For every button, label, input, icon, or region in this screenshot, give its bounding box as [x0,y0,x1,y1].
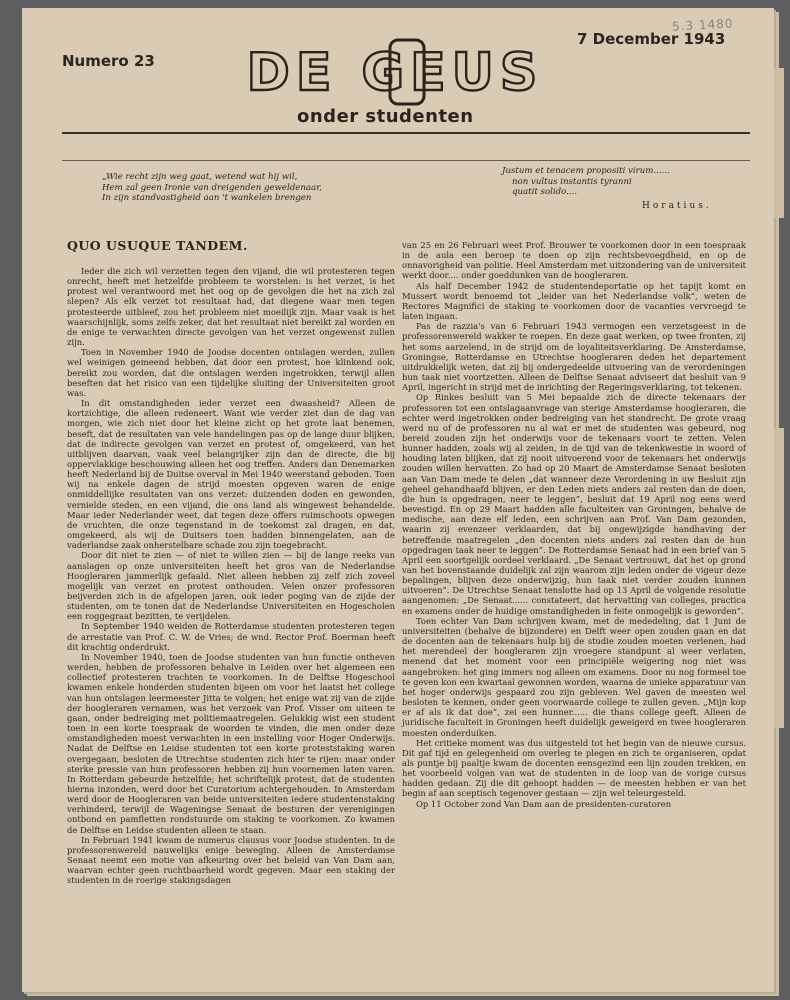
article-column-left [67,266,395,886]
epigraph-line: Hem zal geen Ironie van dreigenden geweldenaar, [102,182,323,193]
epigraph-right [502,166,702,198]
paragraph: In dit omstandigheden ieder verzet een dwaasheid? Alleen de kortzichtige, die alleen redeneert. Want wie verder ziet dan de dag van morgen, wie zich niet door het kleine zicht op het grote laat benemen, beseft, dat de resultaten van vele handelingen pas op de lange duur blijken, dat de indirecte gevolgen van verzet en protest of, omgekeerd, van het uitblijven daarvan, vaak veel belangrijker zijn dan de directe, die bij oppervlakkige beschouwing alleen het oog treffen. Anders dan Denemarken heeft Nederland bij de Duitse overval in Mei 1940 weerstand geboden. Toen wij na enkele dagen de strijd moesten opgeven waren de enige onmiddellijke resultaten van ons verzet: duizenden doden en gewonden, vernielde steden, en een vijand, die ons land als wingewest behandelde. Maar ieder Nederlander weet, dat tegen deze offers ruimschoots opwegen de vruchten, die onze tegenstand in de toekomst zal dragen, en dat, omgekeerd, als wij de Duitsers toen hadden binnengelaten, aan de vaderlandse zaak onherstelbare schade zou zijn toegebracht. [67,398,395,551]
epigraph-line: Justum et tenacem propositi virum...... [502,166,670,176]
issue-date: 7 December 1943 [577,30,726,48]
article-title: QUO USUQUE TANDEM. [67,238,248,253]
paragraph: In November 1940, toen de Joodse studenten van hun functie ontheven werden, hebben de professoren behalve in Leiden over het algemeen een collectief protesteren trachten te voorkomen. In de Delftse Hogeschool kwamen enkele honderden studenten bijeen om voor het laatst het college van hun ontslagen leermeester Jitta te volgen; het enige wat zij van de zijde der hoogleraren vernamen, was het verzoek van Prof. Visser om uiteen te gaan, onder bedreiging met politiemaatregelen. Gelukkig wist een student toen in een korte toespraak de woorden te vinden, die men onder deze omstandigheden moest verwachten in een instelling voor Hoger Onderwijs. Nadat de Delftse en Leidse studenten tot een korte proteststaking waren overgegaan, besloten de Utrechtse studenten zich hier te rijen: maar onder sterke pressie van hun professoren hebben zij hun voornemen laten varen. In Rotterdam gebeurde hetzelfde; het schriftelijk protest, dat de studenten hierna inzonden, werd door het Curatorium achtergehouden. In Amsterdam werd door de Hoogleraren van beide universiteiten iedere studentenstaking verhinderd, terwijl de Wageningse Senaat de besturen der verenigingen ontbond en pamfletten rondstuurde om staking te voorkomen. Zo kwamen de Delftse en Leidse studenten alleen te staan. [67,651,395,835]
newspaper-page [22,8,774,992]
paragraph: Het critieke moment was dus uitgesteld tot het begin van de nieuwe cursus. Dit gaf tijd en gelegenheid om overleg te plegen en zich te organiseren, opdat als puntje bij paaltje kwam de docenten eensgezind een lijn zouden trekken, en het voorbeeld volgen van wat de studenten in de loop van de vorige cursus hadden gedaan. Zij die dit gehoopt hadden — de meesten hebben er van het begin af aan sceptisch tegenover gestaan — zijn wel teleurgesteld. [402,737,746,799]
pencil-mark: 5.3 1480 [671,16,734,34]
issue-number: Numero 23 [62,52,155,70]
paragraph: Ieder die zich wil verzetten tegen den vijand, die wil protesteren tegen onrecht, heeft met hetzelfde probleem te worstelen: is het verzet, is het protest wel verantwoord met het oog op de gevolgen die het na zich zal slepen? Als elk verzet tot resultaat had, dat diegene waar men tegen protesteerde uitbleef, zou het probleem niet moeilijk zijn. Maar vaak is het waarschijnlijk, soms zelfs zeker, dat het resultaat niet bereikt zal worden en de enige te verwachten directe gevolgen van het verzet ongewenst zullen zijn. [67,266,395,348]
paragraph: Door dit niet te zien — of niet te willen zien — bij de lange reeks van aanslagen op onze universiteiten heeft het gros van de Nederlandse Hoogleraren jammerlijk gefaald. Niet alleen hebben zij zelf zich zoveel mogelijk van verzet en protest onthouden. Velen onzer professoren beijverden zich in de afgelopen jaren, ook ieder poging van de zijde der studenten, om te tonen dat de Nederlandse Universiteiten en Hogescholen een roggegraat bezitten, te verijdelen. [67,550,395,622]
epigraph-line: In zijn standvastigheid aan 't wankelen brengen [102,193,312,203]
epigraph-author: Horatius. [642,201,712,211]
paragraph: Als half December 1942 de studentendeportatie op het tapijt komt en Mussert wordt benoemd tot „leider van het Nederlandse volk”, weten de Rectores Magnifici de staking te voorkomen door de vacanties vervroegd te laten ingaan. [402,280,746,322]
paragraph: Toen in November 1940 de Joodse docenten ontslagen werden, zullen wel weinigen gemeend hebben, dat door een protest, hoe klinkend ook, bereikt zou worden, dat die ontslagen werden ingetrokken, terwijl allen beseften dat het risico van een tijdelijke sluiting der Universiteiten groot was. [67,347,395,398]
paragraph: van 25 en 26 Februari weet Prof. Brouwer te voorkomen door in een toespraak in de aula een beroep te doen op zijn rechtsbevoegdheid, en op de onnavorigheid van politie. Heel Amsterdam met uitzondering van de universiteit werkt door.... onder goeddunken van de hoogleraren. [402,240,746,281]
paragraph: In September 1940 weiden de Rotterdamse studenten protesteren tegen de arrestatie van Prof. C. W. de Vries; de wnd. Rector Prof. Boerman heeft dit krachtig onderdrukt. [67,621,395,652]
page-edge [774,428,784,728]
article-column-right [402,240,746,809]
paragraph: In Februari 1941 kwam de numerus clausus voor Joodse studenten. In de professorenwereld nauwelijks enige beweging. Alleen de Amsterdamse Senaat neemt een motie van afkeuring over het beleid van Van Dam aan, waarvan echter geen ruchtbaarheid wordt gegeven. Maar een staking der studenten in de roerige stakingsdagen [67,834,395,886]
paragraph: Toen echter Van Dam schrijven kwam, met de mededeling, dat 1 Juni de universiteiten (behalve de bijzondere) en Delft weer open zouden gaan en dat de docenten aan de tekenaars hulp bij de studie zouden moeten verlenen, had het merendeel der hoogleraren zijn vroegere standpunt al weer verlaten, menend dat het moment voor een principiële weigering nog niet was aangebroken: het ging immers nog alleen om examens. Door nu nog formeel toe te geven kon een kwartaal gewonnen worden, waarna de unieke apparatuur van het hoger onderwijs gespaard zou zijn gebleven. Wel gaven de meesten wel besloten te kennen, onder geen voorwaarde college te zullen geven. „Mijn kop er af als ik dat doe”, zei een hunner...... die thans college geeft. Alleen de juridische faculteit in Groningen heeft duidelijk geweigerd en twee hoogleraren moesten onderduiken. [402,615,746,738]
epigraph-line: non vultus instantis tyranni [512,176,632,187]
masthead-title: DE GEUS [246,43,544,103]
masthead-subtitle: onder studenten [297,106,474,127]
epigraph-line: quatit solido.... [512,187,578,197]
epigraph-left [102,172,362,204]
paragraph: Op Rinkes besluit van 5 Mei bepaalde zich de directe tekenaars der professoren tot een ontslagaanvrage van sterige Amsterdamse hoogleraren, die echter werd ingetrokken onder bedreiging van het standrecht. De grote vraag werd nu of de professoren nu al wat er met de studenten was gebeurd, nog bereid zouden zijn het onderwijs voor de tekenaars voort te zetten. Velen hunner hadden, zoals wij al zeiden, in de tijd van de tekenkwestie in woord of houding laten blijken, dat zij nooit uitvoerend voor de tekenaars het onderwijs zouden willen hervatten. Zo had op 20 Maart de Amsterdamse Senaat besloten aan Van Dam mede te delen „dat wanneer deze Verordening in uw Besluit zijn geheel gehandhaafd blijven, er den Leden niets anders zal resten dan de doen, die hun is opgedragen, neer te leggen”, besluit dat 19 April nog eens werd bevestigd. En op 29 Maart hadden alle faculteiten van Groningen, behalve de medische, aan deze elf leden, een schrijven aan Prof. Van Dam gezonden, waarin zij evenzeer verklaarden, dat bij ongewijzigde handhaving der betreffende maatregelen „den docenten niets anders zal resten dan de hun opgedragen taak neer te leggen”. De Rotterdamse Senaat had in een brief van 5 April een soortgelijk oordeel verklaard. „De Senaat vertrouwt, dat het op grond van het bovenstaande duidelijk zal zijn waarom zijn leden onder de vigeur deze bepalingen, blijven deze onderwijzig, hun taak niet verder zouden kunnen uitvoeren”. De Utrechtse Senaat tenslotte had op 13 April de volgende resolutie aangenomen: „De Senaat...... constateert, dat hervatting van colleges, practica en examens onder de huidige omstandigheden in feite onmogelijk is geworden”. [402,392,746,616]
page-edge [774,68,784,218]
header-rule [62,132,750,134]
header-rule-thin [62,160,750,161]
paragraph: Pas de razzia's van 6 Februari 1943 vermogen een verzetsgeest in de professorenwereld wakker te roepen. En deze gaat werken, op twee fronten, zij het soms aarzelend, in de strijd om de loyaliteitsverklaring. De Amsterdamse, Groningse, Rotterdamse en Utrechtse hoogleraren deden het departement uitdrukkelijk weten, dat zij bij ondergedeelde uitvoering van de verordeningen hun taak niet voortzetten. Alleen de Delftse Senaat adviseert dat besluit van 9 April, ingericht in strijd met de inrichting der Regeringsverklaring, tot tekenen. [402,321,746,393]
epigraph-line: „Wie recht zijn weg gaat, wetend wat hij wil, [102,172,298,182]
paragraph: Op 11 October zond Van Dam aan de presidenten-curatoren [416,798,672,809]
